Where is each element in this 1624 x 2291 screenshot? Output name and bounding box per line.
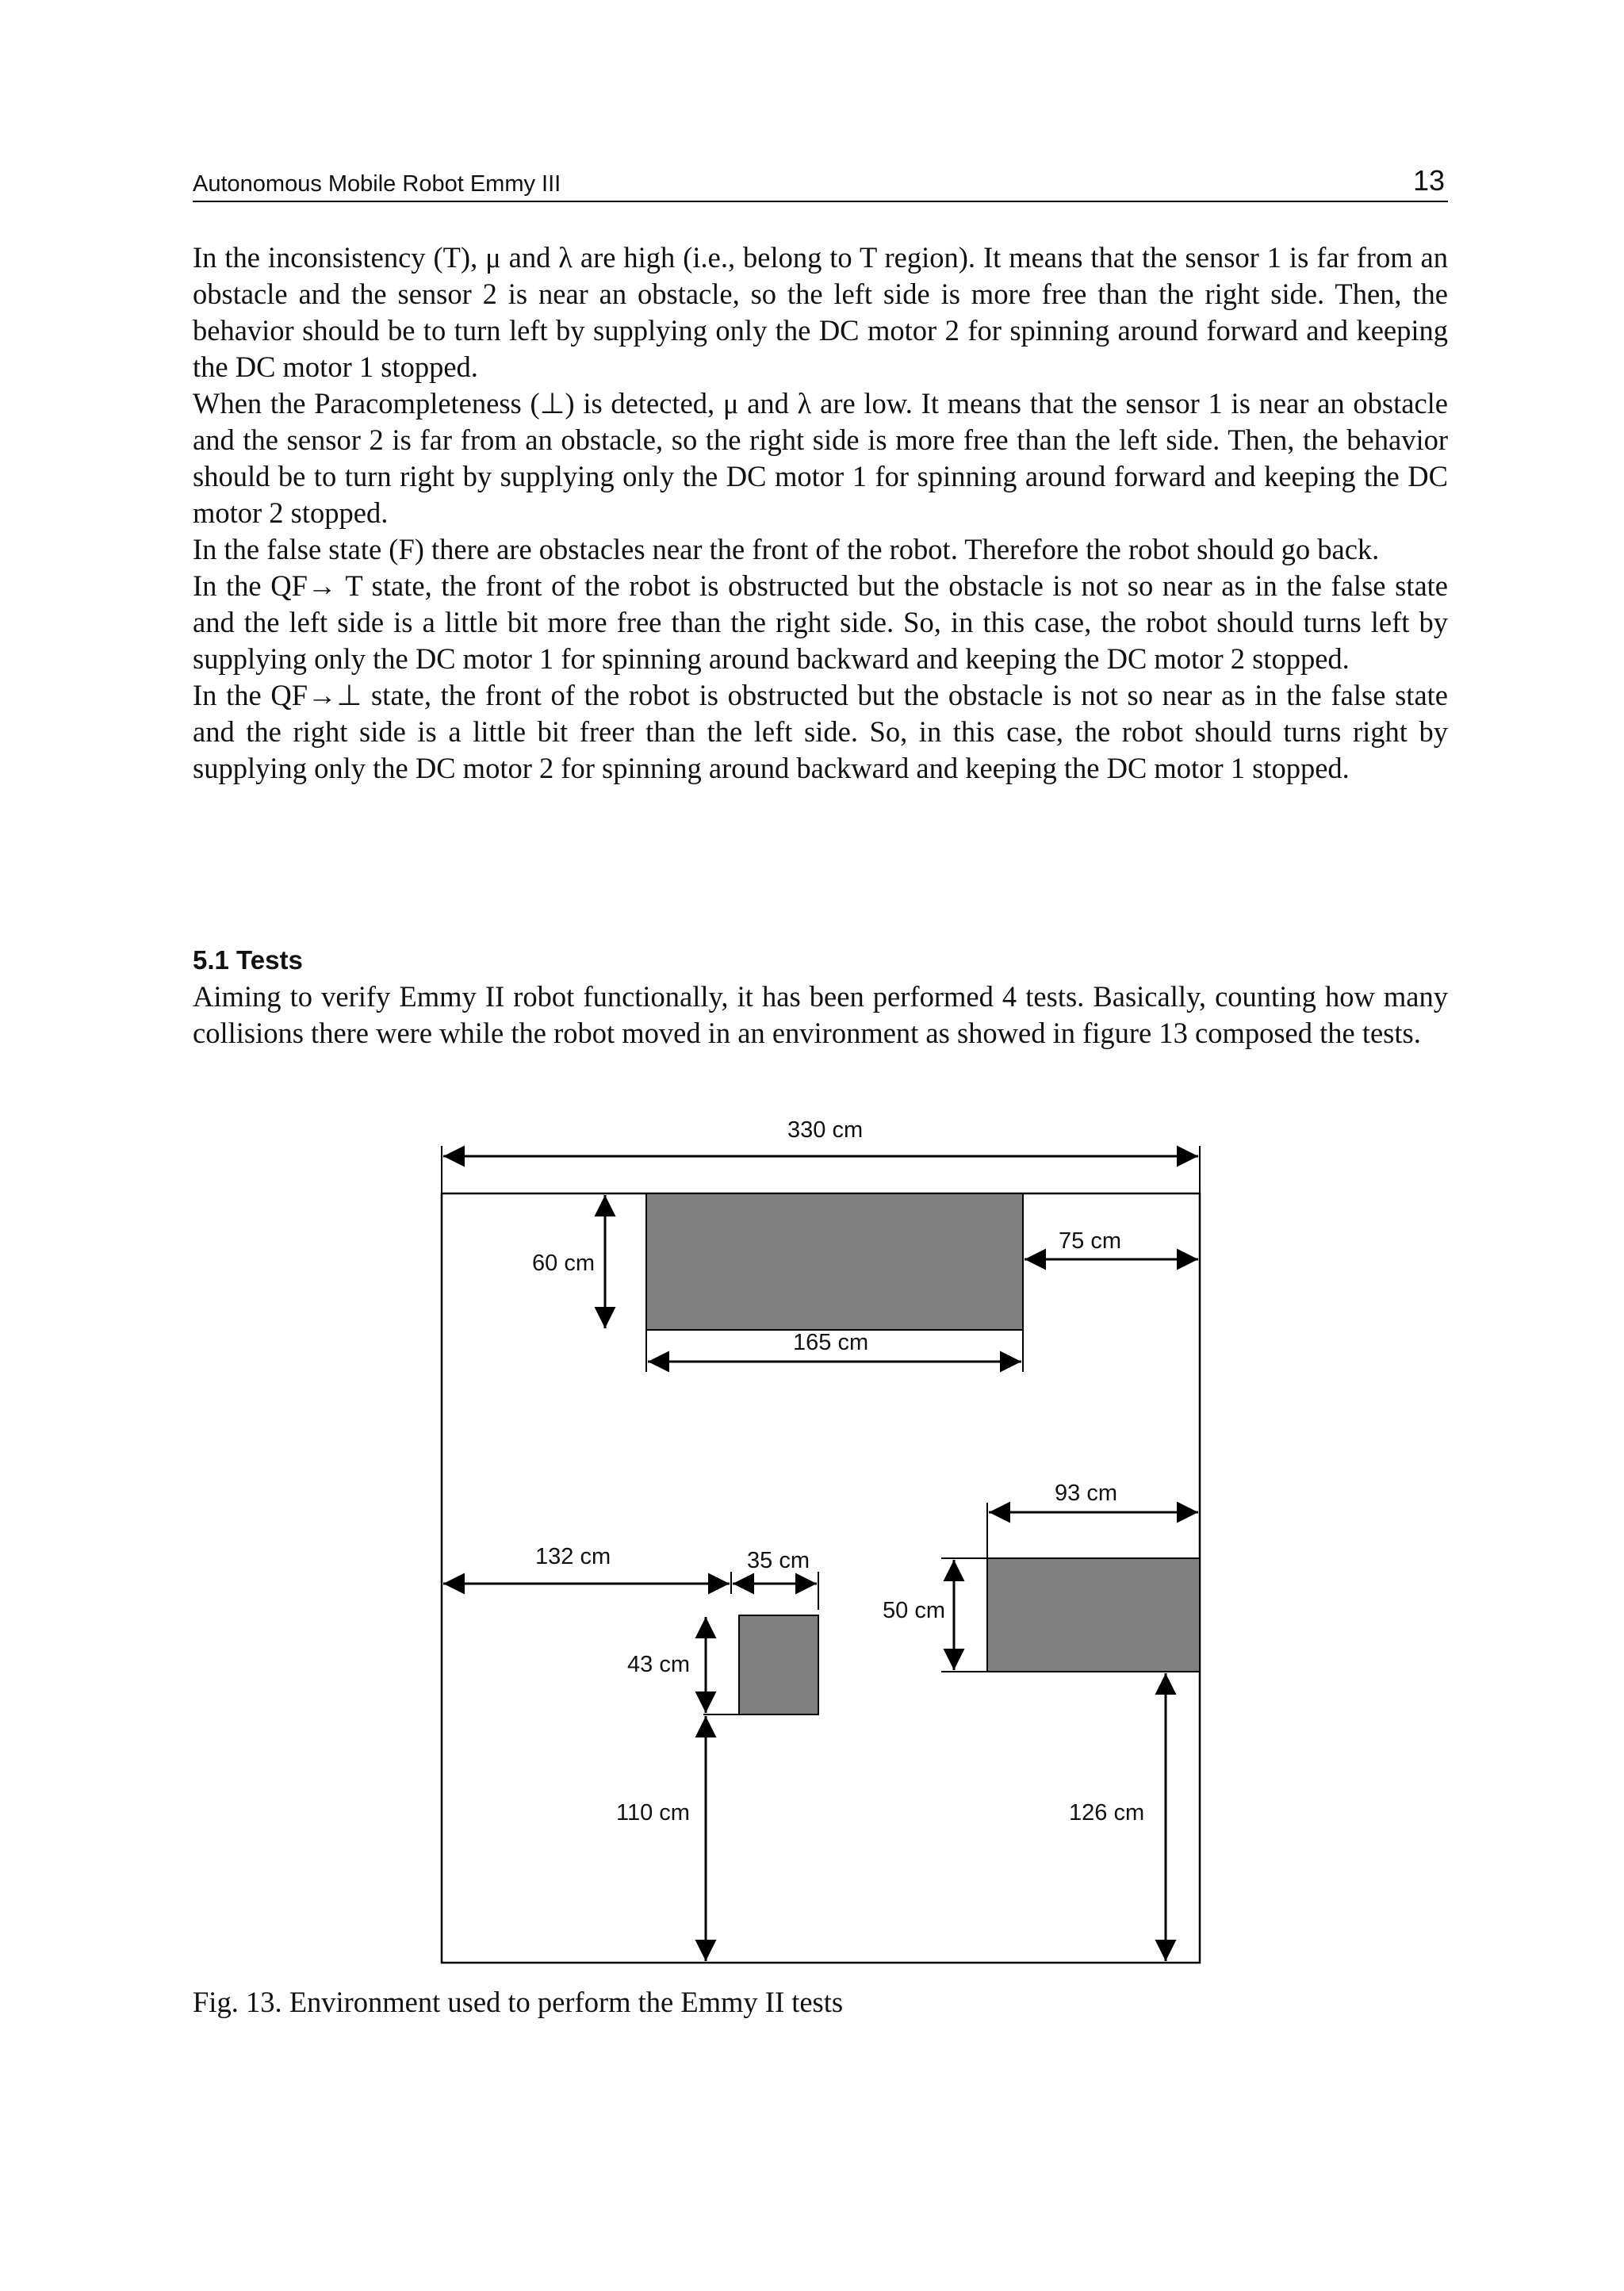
- label-small-obstacle-height: 43 cm: [627, 1652, 690, 1677]
- paragraph-false-state: In the false state (F) there are obstacles near the front of the robot. Therefore the robot should go back.: [193, 533, 1380, 565]
- obstacle-top: [646, 1193, 1023, 1330]
- label-small-bottom-gap: 110 cm: [616, 1800, 690, 1826]
- paragraph-qf-t-state: In the QF→ T state, the front of the robot is obstructed but the obstacle is not so near as in the false state and the left side is a little bit more free than the right side. So, in this case, the robot should turns left by supplying only the DC motor 1 for spinning around backward and keeping the DC motor 2 stopped.: [193, 569, 1448, 675]
- figure-caption: Fig. 13. Environment used to perform the Emmy II tests: [193, 1986, 844, 2018]
- running-header: [193, 164, 1448, 202]
- section-paragraph: Aiming to verify Emmy II robot functionally, it has been performed 4 tests. Basically, counting how many collisions there were while the robot moved in an environment as showed in figure 13 composed the tests.: [193, 980, 1448, 1049]
- label-top-obstacle-height: 60 cm: [532, 1251, 595, 1276]
- obstacle-right: [987, 1558, 1200, 1672]
- label-small-obstacle-width: 35 cm: [747, 1548, 810, 1573]
- paragraph-qf-bottom-state: In the QF→⊥ state, the front of the robot is obstructed but the obstacle is not so near as in the false state and the right side is a little bit freer than the left side. So, in this case, the robot should turns right by supplying only the DC motor 2 for spinning around backward and keeping the DC motor 1 stopped.: [193, 679, 1448, 784]
- label-right-obstacle-height: 50 cm: [883, 1598, 945, 1623]
- body-text: [193, 239, 1448, 787]
- section-heading: 5.1 Tests: [193, 945, 303, 975]
- figure-environment: [432, 1102, 1209, 1975]
- page-number: 13: [1412, 164, 1445, 197]
- paragraph-inconsistency: In the inconsistency (T), μ and λ are high (i.e., belong to T region). It means that the sensor 1 is far from an obstacle and the sensor 2 is near an obstacle, so the left side is more free than the right side. Then, the behavior should be to turn left by supplying only the DC motor 2 for spinning around forward and keeping the DC motor 1 stopped.: [193, 241, 1448, 383]
- label-top-right-gap: 75 cm: [1059, 1228, 1121, 1254]
- label-total-width: 330 cm: [787, 1117, 864, 1143]
- paragraph-paracompleteness: When the Paracompleteness (⊥) is detected, μ and λ are low. It means that the sensor 1 is near an obstacle and the sensor 2 is far from an obstacle, so the right side is more free than the left side. Then, the behavior should be to turn right by supplying only the DC motor 1 for spinning around forward and keeping the DC motor 2 stopped.: [193, 387, 1448, 529]
- label-right-bottom-gap: 126 cm: [1069, 1800, 1145, 1826]
- label-right-obstacle-width: 93 cm: [1055, 1481, 1117, 1506]
- section-tests: [193, 942, 1448, 1052]
- label-top-obstacle-width: 165 cm: [793, 1330, 869, 1355]
- obstacle-small: [739, 1615, 818, 1714]
- environment-diagram: [432, 1102, 1209, 1975]
- running-title: Autonomous Mobile Robot Emmy III: [193, 171, 561, 197]
- label-left-gap: 132 cm: [535, 1544, 611, 1569]
